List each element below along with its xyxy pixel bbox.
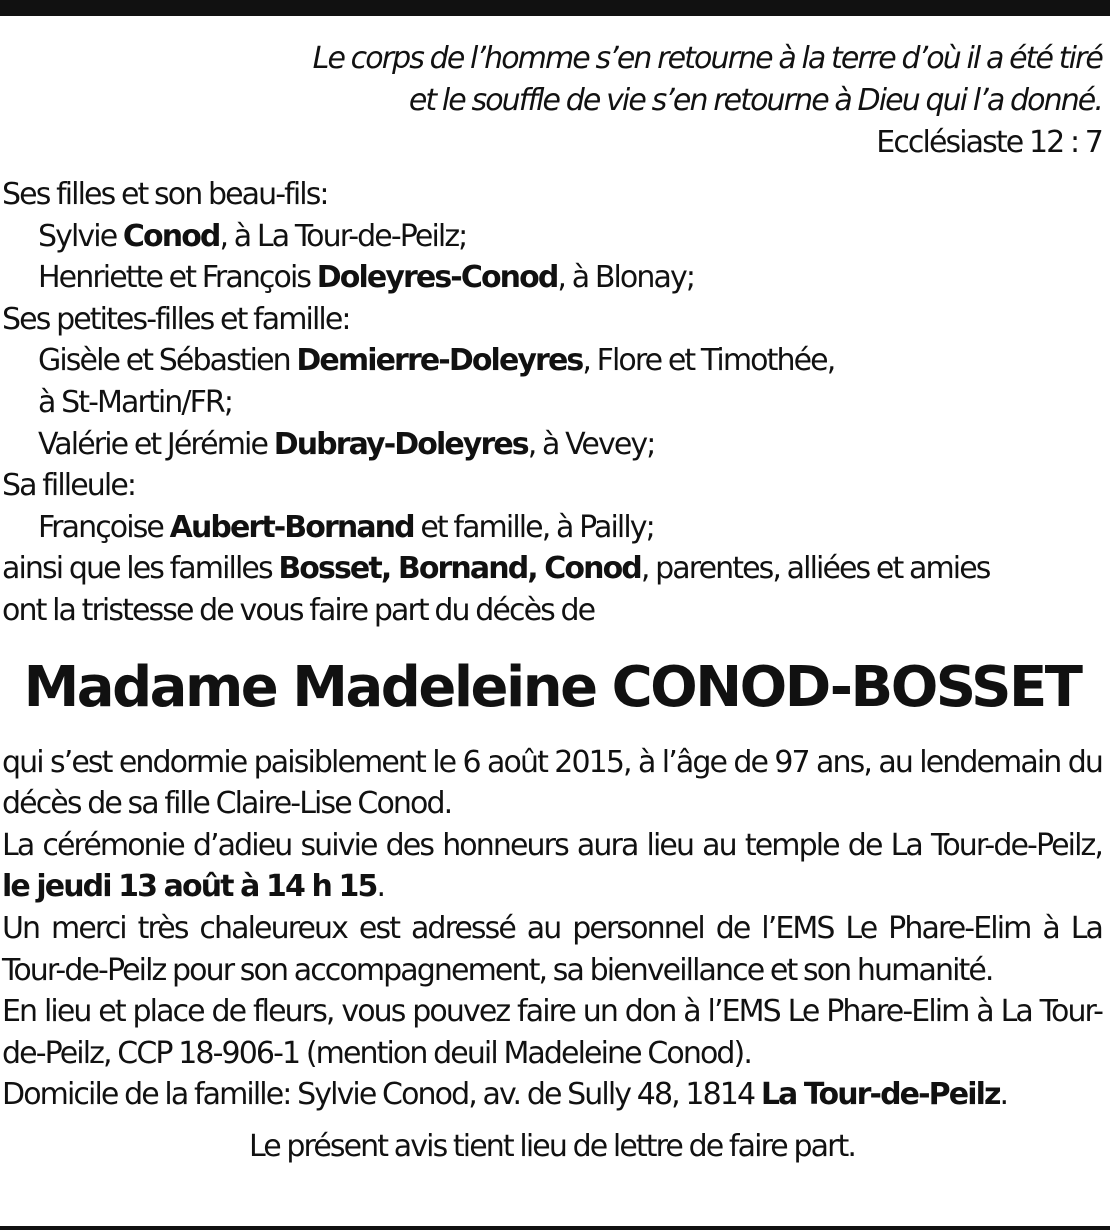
family-member [2,216,1102,258]
bottom-rule [0,1226,1110,1230]
heading-goddaughter: Sa filleule: [2,468,136,504]
heading-daughters: Ses filles et son beau-fils: [2,177,328,212]
epigraph-line-1: Le corps de l’homme s’en retourne à la terre d’où il a été tiré [312,41,1102,76]
top-rule [0,0,1110,16]
location: et famille, à Pailly; [413,509,654,545]
domicile-address: Domicile de la famille: Sylvie Conod, av. de Sully 48, 1814 [2,1077,761,1113]
first-names: Gisèle et Sébastien [38,343,297,379]
surname: Aubert-Bornand [169,509,414,545]
surname: Demierre-Doleyres [296,343,583,379]
closing-line: Le présent avis tient lieu de lettre de faire part. [248,1128,856,1164]
location: , à Blonay; [557,260,695,296]
family-member-location: à St-Martin/FR; [38,384,233,420]
first-names: Henriette et François [38,260,317,296]
paragraph-ceremony [2,825,1102,908]
announcement-text: ont la tristesse de vous faire part du décès de [2,592,595,628]
children: , Flore et Timothée, [582,343,835,379]
surname: Doleyres-Conod [316,260,558,296]
epigraph-reference: Ecclésiaste 12 : 7 [876,125,1102,160]
extended-families [2,548,1102,590]
punctuation: . [999,1077,1008,1113]
first-names: Sylvie [38,218,123,254]
notice-body [2,742,1102,1116]
families-relatives: , parentes, alliées et amies [640,551,990,587]
paragraph-domicile [2,1074,1102,1116]
family-member [2,257,1102,299]
deceased-name: Madame Madeleine CONOD-BOSSET [23,654,1081,720]
epigraph [2,38,1102,122]
paragraph-donation: En lieu et place de fleurs, vous pouvez faire un don à l’EMS Le Phare-Elim à La Tour-de-Peilz, CCP 18-906-1 (mention deuil Madeleine Conod). [2,994,1102,1071]
ceremony-date: le jeudi 13 août à 14 h 15 [2,869,377,905]
obituary-notice [2,38,1102,1168]
surname: Dubray-Doleyres [273,426,528,462]
family-list [2,174,1102,632]
family-member [2,424,1102,466]
families-intro: ainsi que les familles [2,551,279,587]
family-names: Bosset, Bornand, Conod [278,551,641,587]
domicile-town: La Tour-de-Peilz [760,1077,1000,1113]
ceremony-place: La cérémonie d’adieu suivie des honneurs aura lieu au temple de La Tour-de-Peilz, [2,827,1102,863]
epigraph-line-2: et le souffle de vie s’en retourne à Dieu qui l’a donné. [408,83,1102,118]
family-member [2,507,1102,549]
heading-granddaughters: Ses petites-filles et famille: [2,301,350,337]
punctuation: . [376,869,385,905]
paragraph-passing: qui s’est endormie paisiblement le 6 août 2015, à l’âge de 97 ans, au lendemain du décès de sa fille Claire-Lise Conod. [2,744,1102,822]
paragraph-thanks: Un merci très chaleureux est adressé au personnel de l’EMS Le Phare-Elim à La Tour-de-Peilz pour son accompagnement, sa bienveillance et son humanité. [2,910,1102,988]
surname: Conod [122,218,220,254]
location: , à Vevey; [527,426,655,462]
first-names: Valérie et Jérémie [38,426,274,462]
first-names: Françoise [38,509,170,545]
location: , à La Tour-de-Peilz; [219,218,467,254]
family-member [2,340,1102,382]
